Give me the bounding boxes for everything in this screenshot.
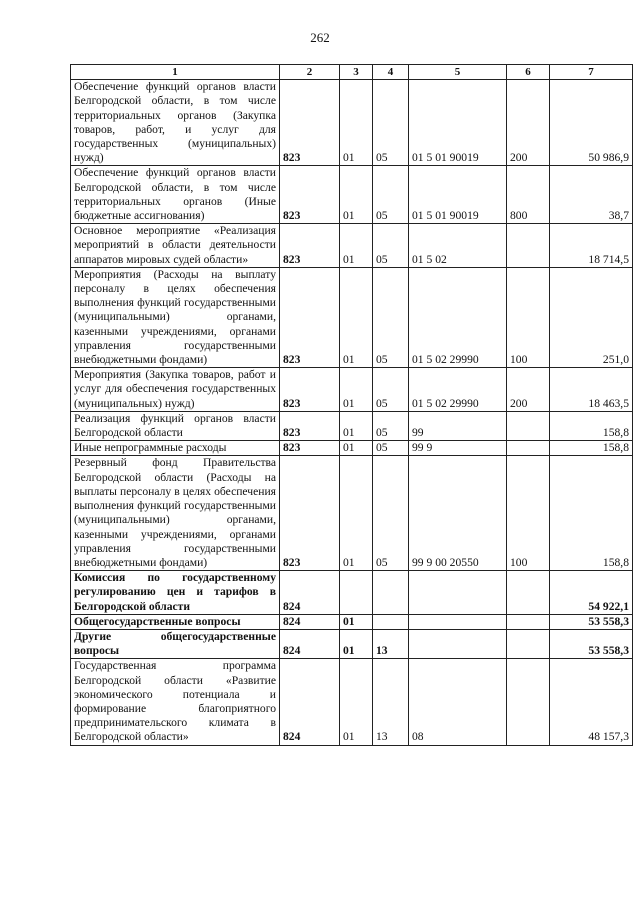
row-section-code: 01 — [340, 411, 373, 440]
row-subsection-code: 05 — [373, 456, 409, 571]
row-department-code: 823 — [280, 80, 340, 166]
budget-table — [70, 64, 633, 746]
row-target-article: 01 5 02 — [409, 224, 507, 268]
row-name: Мероприятия (Расходы на выплату персоналу в целях обеспечения выполнения функций государственными (муниципальными) органами, казенными учреждениями, органами управления государственными внебюджетными фондами) — [71, 267, 280, 367]
row-department-code: 823 — [280, 441, 340, 456]
row-department-code: 823 — [280, 267, 340, 367]
row-amount: 50 986,9 — [550, 80, 633, 166]
row-expense-type — [507, 571, 550, 615]
table-row — [71, 224, 633, 268]
row-section-code — [340, 571, 373, 615]
row-department-code: 823 — [280, 456, 340, 571]
row-subsection-code: 13 — [373, 629, 409, 658]
row-expense-type: 100 — [507, 456, 550, 571]
row-section-code: 01 — [340, 166, 373, 224]
header-col-4: 4 — [373, 65, 409, 80]
row-section-code: 01 — [340, 267, 373, 367]
row-department-code: 823 — [280, 368, 340, 412]
row-expense-type: 200 — [507, 368, 550, 412]
row-subsection-code: 05 — [373, 368, 409, 412]
row-expense-type — [507, 224, 550, 268]
row-name: Мероприятия (Закупка товаров, работ и услуг для обеспечения государственных (муниципальных) нужд) — [71, 368, 280, 412]
row-expense-type: 800 — [507, 166, 550, 224]
row-subsection-code: 05 — [373, 441, 409, 456]
table-row — [71, 629, 633, 658]
row-section-code: 01 — [340, 224, 373, 268]
row-department-code: 824 — [280, 659, 340, 745]
row-expense-type — [507, 411, 550, 440]
row-target-article: 01 5 01 90019 — [409, 80, 507, 166]
row-expense-type — [507, 659, 550, 745]
row-amount: 38,7 — [550, 166, 633, 224]
row-expense-type — [507, 629, 550, 658]
row-department-code: 824 — [280, 571, 340, 615]
row-section-code: 01 — [340, 80, 373, 166]
table-row — [71, 456, 633, 571]
row-department-code: 824 — [280, 629, 340, 658]
table-row — [71, 80, 633, 166]
header-col-7: 7 — [550, 65, 633, 80]
header-col-1: 1 — [71, 65, 280, 80]
row-name: Комиссия по государственному регулированию цен и тарифов в Белгородской области — [71, 571, 280, 615]
row-target-article — [409, 571, 507, 615]
row-amount: 158,8 — [550, 411, 633, 440]
row-section-code: 01 — [340, 368, 373, 412]
row-amount: 53 558,3 — [550, 629, 633, 658]
header-col-3: 3 — [340, 65, 373, 80]
row-section-code: 01 — [340, 456, 373, 571]
table-row — [71, 659, 633, 745]
row-subsection-code: 13 — [373, 659, 409, 745]
row-expense-type — [507, 614, 550, 629]
row-subsection-code: 05 — [373, 166, 409, 224]
row-target-article: 99 9 — [409, 441, 507, 456]
row-department-code: 824 — [280, 614, 340, 629]
table-row — [71, 267, 633, 367]
row-name: Другие общегосударственные вопросы — [71, 629, 280, 658]
row-name: Обеспечение функций органов власти Белгородской области, в том числе территориальных органов (Закупка товаров, работ, и услуг для государственных (муниципальных) нужд) — [71, 80, 280, 166]
table-row — [71, 411, 633, 440]
page-number: 262 — [310, 30, 330, 45]
row-target-article — [409, 629, 507, 658]
row-department-code: 823 — [280, 411, 340, 440]
row-section-code: 01 — [340, 614, 373, 629]
row-target-article: 99 — [409, 411, 507, 440]
row-target-article: 01 5 01 90019 — [409, 166, 507, 224]
row-subsection-code — [373, 571, 409, 615]
row-expense-type — [507, 441, 550, 456]
row-section-code: 01 — [340, 441, 373, 456]
row-amount: 18 714,5 — [550, 224, 633, 268]
row-amount: 158,8 — [550, 441, 633, 456]
row-target-article: 01 5 02 29990 — [409, 267, 507, 367]
row-target-article: 08 — [409, 659, 507, 745]
row-target-article: 01 5 02 29990 — [409, 368, 507, 412]
header-col-2: 2 — [280, 65, 340, 80]
header-row — [71, 65, 633, 80]
row-amount: 54 922,1 — [550, 571, 633, 615]
row-name: Общегосударственные вопросы — [71, 614, 280, 629]
header-col-6: 6 — [507, 65, 550, 80]
table-row — [71, 571, 633, 615]
row-name: Основное мероприятие «Реализация мероприятий в области деятельности аппаратов мировых судей области» — [71, 224, 280, 268]
table-row — [71, 614, 633, 629]
row-name: Резервный фонд Правительства Белгородской области (Расходы на выплаты персоналу в целях обеспечения выполнения функций государственными (муниципальными) органами, казенными учреждениями, органами управления государственными внебюджетными фондами) — [71, 456, 280, 571]
row-target-article — [409, 614, 507, 629]
table-row — [71, 368, 633, 412]
row-department-code: 823 — [280, 166, 340, 224]
table-row — [71, 166, 633, 224]
header-col-5: 5 — [409, 65, 507, 80]
row-expense-type: 200 — [507, 80, 550, 166]
row-amount: 18 463,5 — [550, 368, 633, 412]
row-section-code: 01 — [340, 659, 373, 745]
row-amount: 48 157,3 — [550, 659, 633, 745]
row-name: Обеспечение функций органов власти Белгородской области, в том числе территориальных органов (Иные бюджетные ассигнования) — [71, 166, 280, 224]
row-subsection-code: 05 — [373, 411, 409, 440]
row-amount: 53 558,3 — [550, 614, 633, 629]
row-expense-type: 100 — [507, 267, 550, 367]
row-name: Государственная программа Белгородской области «Развитие экономического потенциала и формирование благоприятного предпринимательского климата в Белгородской области» — [71, 659, 280, 745]
row-name: Реализация функций органов власти Белгородской области — [71, 411, 280, 440]
table-row — [71, 441, 633, 456]
row-subsection-code: 05 — [373, 267, 409, 367]
row-amount: 158,8 — [550, 456, 633, 571]
row-subsection-code — [373, 614, 409, 629]
row-department-code: 823 — [280, 224, 340, 268]
row-subsection-code: 05 — [373, 80, 409, 166]
row-amount: 251,0 — [550, 267, 633, 367]
row-target-article: 99 9 00 20550 — [409, 456, 507, 571]
row-subsection-code: 05 — [373, 224, 409, 268]
row-section-code: 01 — [340, 629, 373, 658]
row-name: Иные непрограммные расходы — [71, 441, 280, 456]
